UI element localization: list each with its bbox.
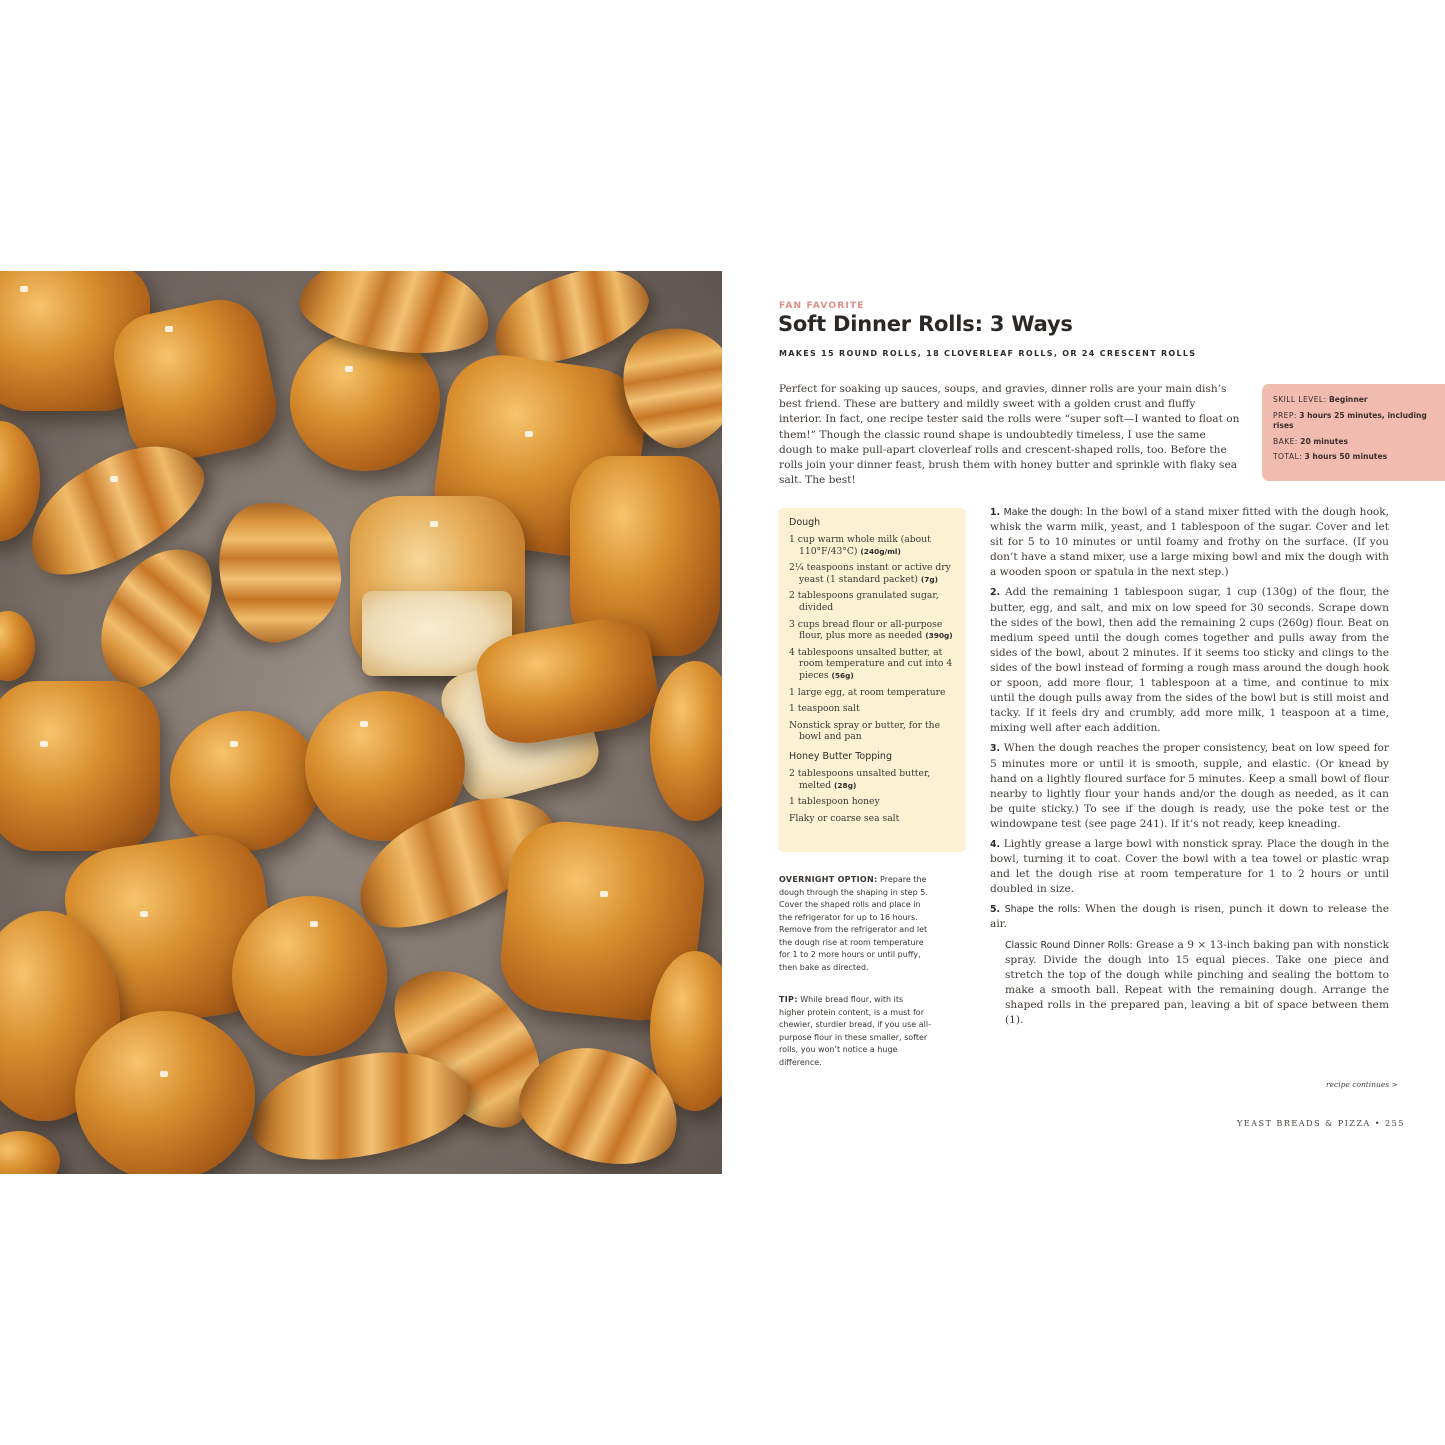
ingredient-item xyxy=(789,768,954,791)
ingredient-text: 3 cups bread flour or all-purpose flour, plus more as needed xyxy=(789,618,943,642)
bake-time-label: BAKE: xyxy=(1273,436,1298,446)
total-time-row xyxy=(1273,452,1435,463)
step-2 xyxy=(990,585,1389,736)
page-folio: YEAST BREADS & PIZZA • 255 xyxy=(1237,1118,1405,1128)
roll xyxy=(0,421,40,541)
ingredient-item xyxy=(789,703,954,715)
salt-flake xyxy=(360,721,368,727)
tip-label: TIP: xyxy=(779,995,798,1004)
ingredient-text: 1 teaspoon salt xyxy=(789,703,860,715)
ingredient-item xyxy=(789,796,954,808)
total-time-value: 3 hours 50 minutes xyxy=(1304,452,1388,461)
tip-note xyxy=(779,994,931,1069)
topping-heading: Honey Butter Topping xyxy=(789,750,892,762)
roll xyxy=(650,661,722,821)
skill-level-label: SKILL LEVEL: xyxy=(1273,395,1327,404)
ingredient-text: 4 tablespoons unsalted butter, at room temperature and cut into 4 pieces xyxy=(789,646,953,681)
roll xyxy=(170,711,320,851)
ingredient-weight: (7g) xyxy=(920,574,939,584)
step-3 xyxy=(990,741,1389,832)
ingredients-box xyxy=(778,508,966,852)
prep-time-value: 3 hours 25 minutes, including rises xyxy=(1273,410,1427,430)
ingredient-item xyxy=(789,534,954,557)
ingredient-text: 1 cup warm whole milk (about 110°F/43°C) xyxy=(789,534,931,557)
step-1 xyxy=(990,505,1389,580)
dough-heading: Dough xyxy=(789,517,821,528)
ingredient-text: 2¼ teaspoons instant or active dry yeast (1 standard packet) xyxy=(789,562,951,585)
step-number: 2. xyxy=(990,587,1001,599)
overnight-option-text: Prepare the dough through the shaping in step 5. Cover the shaped rolls and place in the refrigerator for up to 16 hours. Remove from the refrigerator and let the dough rise at room temperature for 1 to 2 more hours or until puffy, then bake as directed. xyxy=(779,875,928,972)
tip-text: While bread flour, with its higher protein content, is a must for chewier, sturdier bread, if you use all-purpose flour in these smaller, softer rolls, you won’t notice a huge difference. xyxy=(779,995,931,1067)
prep-time-row xyxy=(1273,411,1435,432)
step-4 xyxy=(990,837,1389,897)
recipe-intro: Perfect for soaking up sauces, soups, and gravies, dinner rolls are your main dish’s best friend. These are buttery and mildly sweet with a golden crust and fluffy interior. In fact, one recipe tester said the rolls were “super soft—I wanted to float on them!” Though the classic round shape is undoubtedly timeless, I use the same dough to make pull-apart cloverleaf rolls and crescent-shaped rolls, too. Before the rolls join your dinner feast, brush them with honey butter and sprinkle with flaky sea salt. The best! xyxy=(779,383,1240,487)
step-number: 5. xyxy=(990,904,1001,916)
ingredient-item xyxy=(789,813,954,825)
step-label: Shape the rolls: xyxy=(1004,904,1081,916)
ingredient-item xyxy=(789,720,954,743)
step-number: 4. xyxy=(990,838,1001,850)
dinner-rolls-photo xyxy=(0,271,722,1174)
substep-classic-round xyxy=(1005,938,1389,1029)
skill-level-value: Beginner xyxy=(1328,395,1368,404)
substep-text: Grease a 9 × 13-inch baking pan with nonstick spray. Divide the dough into 15 equal pieces. Take one piece and stretch the top of the dough while pinching and sealing the bottom to make a smooth ball. Repeat with the remaining dough. Arrange the shaped rolls in the prepared pan, leaving a bit of space between them (1). xyxy=(1005,938,1390,1026)
salt-flake xyxy=(525,431,533,437)
step-text: When the dough is risen, punch it down to release the air. xyxy=(990,903,1389,931)
roll xyxy=(0,1131,60,1174)
overnight-option-note xyxy=(779,874,931,974)
ingredient-text: 1 tablespoon honey xyxy=(789,796,880,808)
salt-flake xyxy=(345,366,353,372)
ingredient-item xyxy=(789,647,954,682)
ingredient-text: 2 tablespoons granulated sugar, divided xyxy=(789,590,939,613)
salt-flake xyxy=(310,921,318,927)
step-text: Lightly grease a large bowl with nonstick spray. Place the dough in the bowl, turning it to coat. Cover the bowl with a tea towel or plastic wrap and let the dough rise at room temperature for 1 to 2 hours or until doubled in size. xyxy=(990,837,1389,896)
recipe-yield: MAKES 15 ROUND ROLLS, 18 CLOVERLEAF ROLLS, OR 24 CRESCENT ROLLS xyxy=(779,349,1197,358)
step-5 xyxy=(990,902,1389,932)
recipe-kicker: FAN FAVORITE xyxy=(779,301,865,311)
crescent-roll xyxy=(209,492,351,651)
salt-flake xyxy=(160,1071,168,1077)
recipe-title: Soft Dinner Rolls: 3 Ways xyxy=(778,312,1073,336)
bake-time-row xyxy=(1273,437,1435,448)
ingredient-text: Flaky or coarse sea salt xyxy=(789,812,900,824)
ingredient-weight: (390g) xyxy=(925,631,953,641)
salt-flake xyxy=(110,476,118,482)
total-time-label: TOTAL: xyxy=(1273,452,1303,461)
ingredient-text: 2 tablespoons unsalted butter, melted xyxy=(789,767,931,791)
skill-level-row xyxy=(1273,395,1435,406)
salt-flake xyxy=(600,891,608,897)
bake-time-value: 20 minutes xyxy=(1300,436,1349,446)
ingredient-text: 1 large egg, at room temperature xyxy=(789,686,946,698)
skill-level-box xyxy=(1262,384,1445,481)
salt-flake xyxy=(230,741,238,747)
step-number: 1. xyxy=(990,507,1001,518)
ingredient-item xyxy=(789,562,954,585)
substep-label: Classic Round Dinner Rolls: xyxy=(1005,939,1133,951)
salt-flake xyxy=(20,286,28,292)
overnight-option-label: OVERNIGHT OPTION: xyxy=(779,875,878,884)
step-text: When the dough reaches the proper consistency, beat on low speed for 5 minutes more or until it is smooth, supple, and elastic. (Or knead by hand on a lightly floured surface for 5 minutes. Keep a small bowl of flour nearby to lightly flour your hands and/or the dough as needed, as it can be quite sticky.) To see if the dough is ready, use the poke test or the windowpane test (see page 241). If it’s not ready, keep kneading. xyxy=(990,742,1389,830)
prep-time-label: PREP: xyxy=(1273,410,1297,420)
roll xyxy=(232,896,387,1056)
ingredient-item xyxy=(789,590,954,613)
salt-flake xyxy=(430,521,438,527)
salt-flake xyxy=(165,326,173,332)
ingredient-weight: (240g/ml) xyxy=(860,546,901,556)
ingredient-weight: (28g) xyxy=(834,780,857,790)
salt-flake xyxy=(40,741,48,747)
step-text: Add the remaining 1 tablespoon sugar, 1 cup (130g) of the flour, the butter, egg, and salt, and mix on low speed for 30 seconds. Scrape down the sides of the bowl, then add the remaining 2 cups (260g) flour. Beat on medium speed until the dough comes together and pulls away from the sides of the bowl, about 2 minutes. If it seems too sticky and clings to the sides of the bowl instead of forming a rough mass around the dough hook or spoon, add more flour, 1 tablespoon at a time, and continue to mix until the dough pulls away from the sides of the bowl but is still moist and tacky. If it feels dry and crumbly, add more milk, 1 teaspoon at a time, mixing well after each addition. xyxy=(990,586,1390,735)
salt-flake xyxy=(140,911,148,917)
ingredient-item xyxy=(789,687,954,699)
ingredient-item xyxy=(789,619,954,642)
method-steps xyxy=(990,505,1389,1033)
step-label: Make the dough: xyxy=(1003,507,1083,518)
ingredient-text: Nonstick spray or butter, for the bowl and pan xyxy=(789,719,941,743)
roll xyxy=(75,1011,255,1174)
step-number: 3. xyxy=(990,743,1001,755)
roll xyxy=(0,681,160,851)
roll xyxy=(0,611,35,681)
ingredient-weight: (56g) xyxy=(831,670,854,680)
step-text: In the bowl of a stand mixer fitted with the dough hook, whisk the warm milk, yeast, and 1 tablespoon of the sugar. Cover and let sit for 5 to 10 minutes or until foamy and frothy on the surface. (If you don’t have a stand mixer, use a large mixing bowl and mix the dough with a wooden spoon or spatula in the next step.) xyxy=(990,506,1390,579)
recipe-continues: recipe continues > xyxy=(1326,1080,1398,1089)
